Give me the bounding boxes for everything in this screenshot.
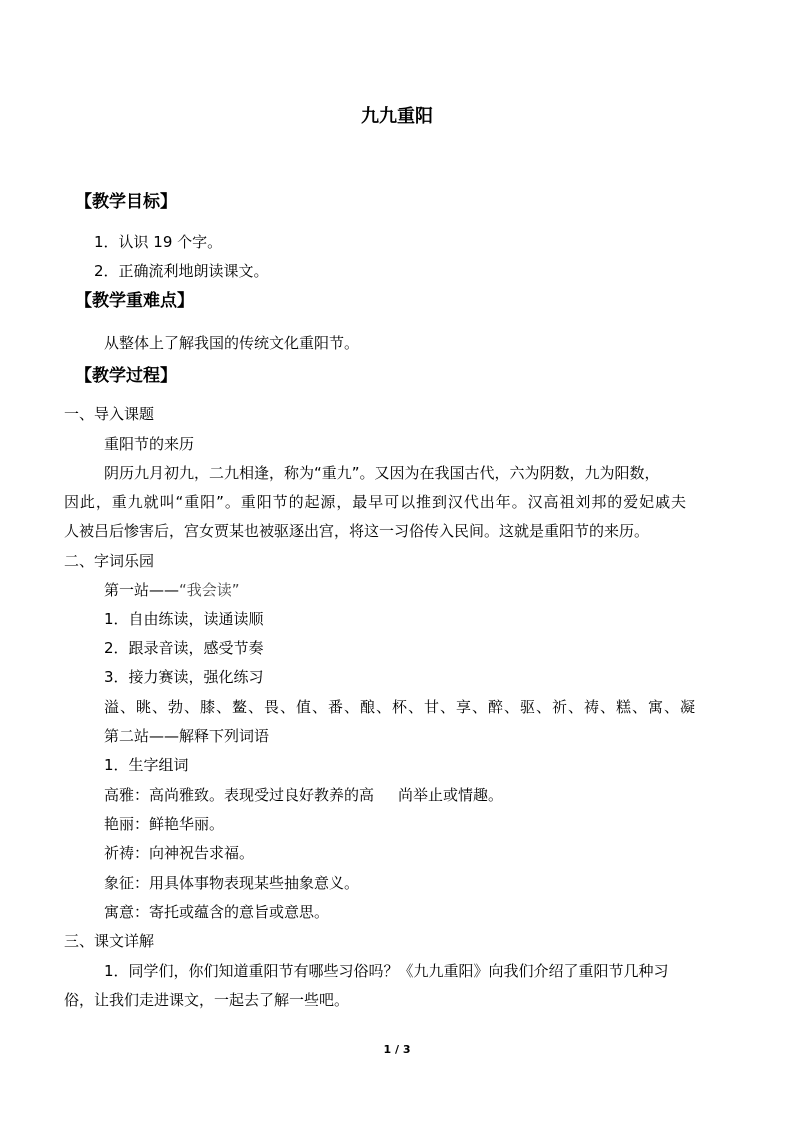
- paragraph-line: 1．同学们，你们知道重阳节有哪些习俗吗？《九九重阳》向我们介绍了重阳节几种习: [104, 962, 669, 980]
- section-title: 三、课文详解: [64, 932, 155, 950]
- objectives-heading: 【教学目标】: [75, 192, 177, 212]
- section-title: 一、导入课题: [64, 405, 155, 423]
- paragraph-line: 阴历九月初九，二九相逢，称为“重九”。又因为在我国古代，六为阴数，九为阳数，: [104, 464, 660, 482]
- process-heading: 【教学过程】: [75, 366, 177, 386]
- definition-item: [104, 783, 503, 807]
- station-prefix: 第一站——: [104, 581, 180, 599]
- station-title: [104, 578, 240, 602]
- objective-item: 1．认识 19 个字。: [94, 233, 223, 251]
- definition-item: 艳丽：鲜艳华丽。: [104, 815, 225, 833]
- definition-item: 象征：用具体事物表现某些抽象意义。: [104, 874, 360, 892]
- definition-item: 祈祷：向神祝告求福。: [104, 844, 255, 862]
- step-item: 2．跟录音读，感受节奏: [104, 639, 264, 657]
- station-title: 第二站——解释下列词语: [104, 727, 270, 745]
- step-item: 3．接力赛读，强化练习: [104, 668, 264, 686]
- paragraph-line: 因此，重九就叫“重阳”。重阳节的起源，最早可以推到汉代出年。汉高祖刘邦的爱妃戚夫: [64, 493, 686, 511]
- definition-text-cont: 尚举止或情趣。: [398, 786, 504, 804]
- objective-item: 2．正确流利地朗读课文。: [94, 262, 269, 280]
- page-title: 九九重阳: [361, 106, 433, 127]
- key-points-text: 从整体上了解我国的传统文化重阳节。: [104, 334, 360, 352]
- step-item: 1．自由练读，读通读顺: [104, 610, 264, 628]
- page-number: 1 / 3: [383, 1043, 411, 1056]
- section-subtitle: 重阳节的来历: [104, 435, 195, 453]
- key-points-heading: 【教学重难点】: [75, 291, 194, 311]
- character-list: 溢、眺、勃、膝、鳌、畏、值、番、酿、杯、甘、享、醉、驱、祈、祷、糕、寓、凝: [104, 698, 697, 716]
- section-title: 二、字词乐园: [64, 552, 155, 570]
- definition-item: 寓意：寄托或蕴含的意旨或意思。: [104, 903, 330, 921]
- definition-text: 高雅：高尚雅致。表现受过良好教养的高: [104, 786, 375, 804]
- station-highlight: “我会读”: [179, 581, 240, 599]
- subsection-title: 1．生字组词: [104, 756, 189, 774]
- paragraph-line: 人被吕后惨害后，宫女贾某也被驱逐出宫，将这一习俗传入民间。这就是重阳节的来历。: [64, 522, 650, 540]
- paragraph-line: 俗，让我们走进课文，一起去了解一些吧。: [64, 991, 350, 1009]
